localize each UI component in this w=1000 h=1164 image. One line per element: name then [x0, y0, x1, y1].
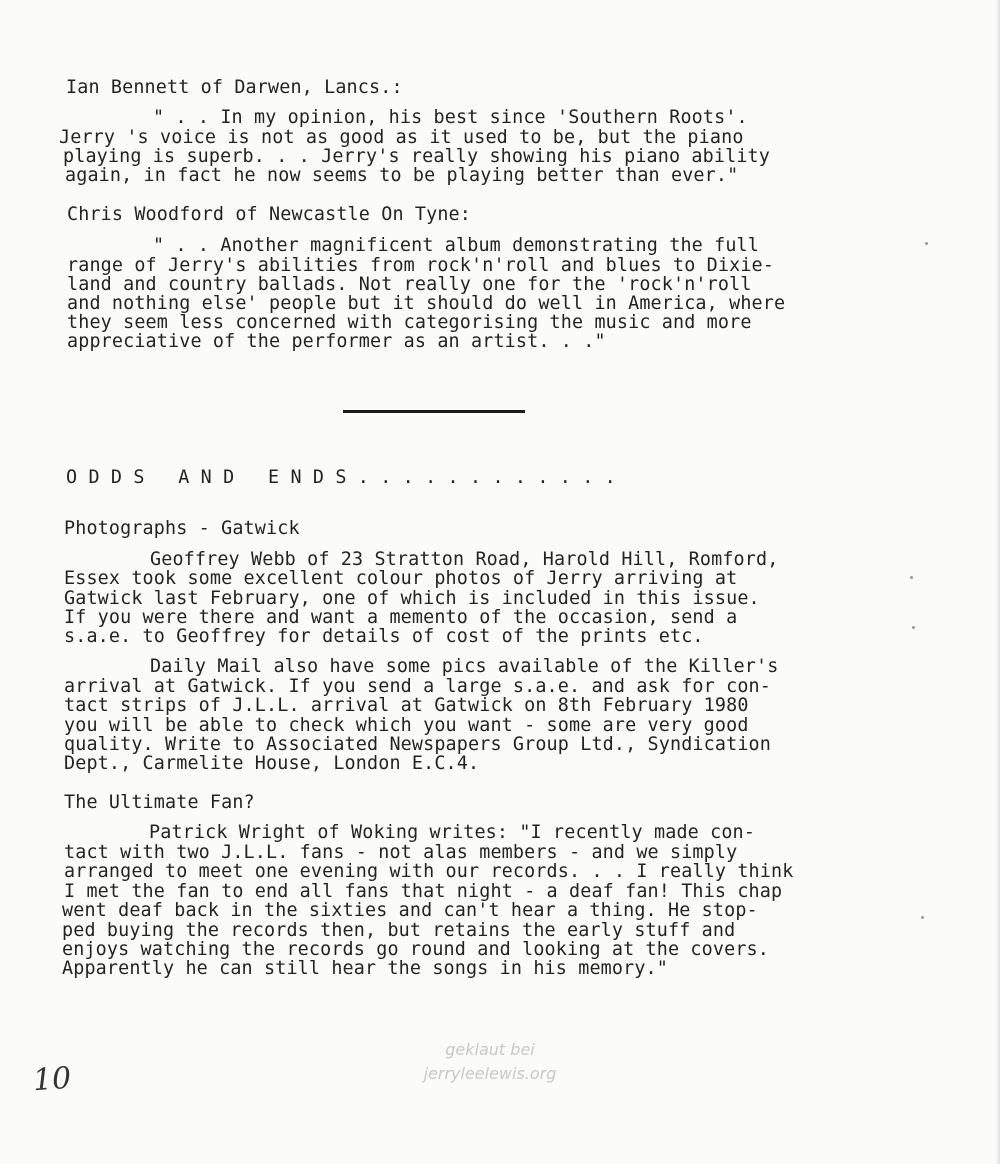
section-divider	[343, 410, 525, 413]
text-line: went deaf back in the sixties and can't hear a thing. He stop-	[62, 900, 758, 921]
text-line: tact strips of J.L.L. arrival at Gatwick on 8th February 1980	[64, 695, 749, 716]
scan-speck	[912, 626, 915, 629]
text-line: enjoys watching the records go round and looking at the covers.	[62, 939, 769, 960]
watermark-line-1: geklaut bei	[445, 1040, 535, 1059]
subsection-heading: The Ultimate Fan?	[64, 792, 255, 813]
text-line: range of Jerry's abilities from rock'n'roll and blues to Dixie-	[67, 255, 774, 276]
text-line: quality. Write to Associated Newspapers Group Ltd., Syndication	[64, 734, 771, 755]
section-heading: O D D S A N D E N D S . . . . . . . . . . . .	[66, 467, 616, 488]
text-line: ped buying the records then, but retains the early stuff and	[62, 920, 736, 941]
subsection-heading: Photographs - Gatwick	[64, 518, 300, 539]
scan-speck	[921, 916, 924, 919]
text-line: If you were there and want a memento of the occasion, send a	[64, 607, 738, 628]
text-line: Jerry 's voice is not as good as it used to be, but the piano	[59, 127, 744, 148]
text-line: I met the fan to end all fans that night - a deaf fan! This chap	[64, 881, 783, 902]
scan-speck	[910, 576, 913, 579]
review-author-heading: Chris Woodford of Newcastle On Tyne:	[67, 204, 471, 225]
text-line: and nothing else' people but it should do well in America, where	[67, 293, 786, 314]
text-line: playing is superb. . . Jerry's really showing his piano ability	[63, 146, 770, 167]
text-line: Dept., Carmelite House, London E.C.4.	[64, 753, 480, 774]
page-edge-shadow	[996, 0, 1000, 1164]
watermark-line-2: jerryleelewis.org	[423, 1064, 557, 1083]
text-line: tact with two J.L.L. fans - not alas members - and we simply	[64, 842, 738, 863]
scan-speck	[925, 242, 928, 245]
text-line: Patrick Wright of Woking writes: "I recently made con-	[149, 822, 755, 843]
text-line: again, in fact he now seems to be playing better than ever."	[65, 165, 739, 186]
text-line: Geoffrey Webb of 23 Stratton Road, Harold Hill, Romford,	[150, 549, 779, 570]
text-line: arrival at Gatwick. If you send a large s.a.e. and ask for con-	[64, 676, 771, 697]
text-line: land and country ballads. Not really one for the 'rock'n'roll	[67, 274, 752, 295]
text-line: arranged to meet one evening with our records. . . I really think	[64, 861, 794, 882]
text-line: you will be able to check which you want - some are very good	[64, 715, 749, 736]
text-line: Apparently he can still hear the songs in his memory."	[62, 958, 668, 979]
text-line: " . . In my opinion, his best since 'Southern Roots'.	[153, 107, 748, 128]
text-line: appreciative of the performer as an artist. . ."	[67, 331, 606, 352]
handwritten-page-number: 10	[31, 1060, 73, 1099]
text-line: " . . Another magnificent album demonstrating the full	[153, 235, 759, 256]
review-author-heading: Ian Bennett of Darwen, Lancs.:	[66, 77, 403, 98]
text-line: Gatwick last February, one of which is included in this issue.	[64, 588, 760, 609]
text-line: Daily Mail also have some pics available of the Killer's	[150, 656, 779, 677]
text-line: s.a.e. to Geoffrey for details of cost of the prints etc.	[64, 626, 704, 647]
text-line: Essex took some excellent colour photos of Jerry arriving at	[64, 568, 738, 589]
text-line: they seem less concerned with categorising the music and more	[67, 312, 752, 333]
